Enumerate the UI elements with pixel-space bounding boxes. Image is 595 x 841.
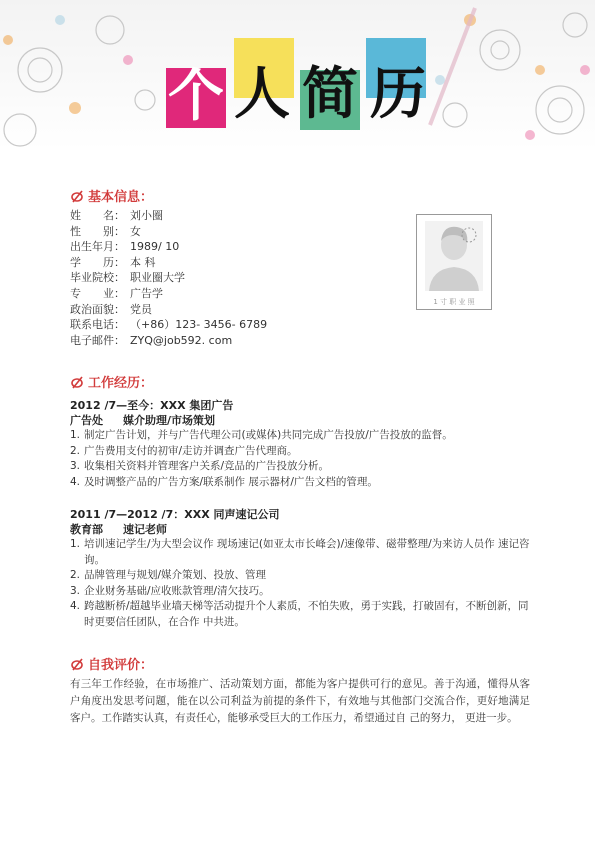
photo-caption: 1 寸 职 业 照 xyxy=(433,298,475,306)
title-char-1: 个 xyxy=(168,63,224,129)
info-row-phone xyxy=(70,317,267,333)
info-row-email xyxy=(70,333,267,349)
info-label: 学 历： xyxy=(70,255,125,269)
job-1-role xyxy=(70,412,215,428)
list-item: 1. 制定广告计划，并与广告代理公司(或媒体)共同完成广告投放/广告投放的监督。 xyxy=(70,428,530,444)
info-row-name xyxy=(70,208,267,224)
profile-photo xyxy=(416,214,492,310)
avatar-placeholder-icon xyxy=(417,215,491,295)
duty-text: 培训速记学生/为大型会议作 现场速记(如亚太市长峰会)/速像带、磁带整理/为来访人员作 速记咨询。 xyxy=(84,538,530,566)
title-char-2: 人 xyxy=(234,61,290,127)
info-label: 政治面貌： xyxy=(70,302,125,316)
info-row-education xyxy=(70,255,267,271)
list-item: 2. 品牌管理与规划/媒介策划、投放、管理 xyxy=(70,568,530,584)
job-1-duties xyxy=(70,428,530,490)
info-value: 1989/ 10 xyxy=(130,240,180,254)
basic-info-list xyxy=(70,208,267,348)
info-value: （+86）123- 3456- 6789 xyxy=(130,318,268,332)
title-char-3: 简 xyxy=(302,61,358,127)
info-label: 姓 名： xyxy=(70,209,125,222)
info-value: 女 xyxy=(130,224,141,238)
section-title-label: 工作经历： xyxy=(88,376,154,391)
info-label: 联系电话： xyxy=(70,318,125,332)
job-2-duties xyxy=(70,537,530,630)
title-char-4: 历 xyxy=(370,61,426,127)
info-value: ZYQ@job592. com xyxy=(130,333,233,347)
section-title-basic-info xyxy=(70,186,153,205)
list-item: 4. 跨越断桥/超越毕业墙天梯等活动提升个人素质，不怕失败，勇于实践，打破固有，不断创新，同时更要信任团队，在合作 中共进。 xyxy=(70,599,530,630)
info-value: 本 科 xyxy=(130,255,156,269)
job-position: 速记老师 xyxy=(123,523,167,536)
info-value: 刘小圈 xyxy=(130,209,163,222)
job-2-role xyxy=(70,521,167,537)
duty-text: 广告费用支付的初审/走访并调查广告代理商。 xyxy=(84,444,298,457)
list-item: 2. 广告费用支付的初审/走访并调查广告代理商。 xyxy=(70,444,530,460)
info-label: 毕业院校： xyxy=(70,271,125,285)
duty-text: 企业财务基础/应收账款管理/清欠技巧。 xyxy=(84,584,270,597)
info-label: 性 别： xyxy=(70,224,125,238)
list-item: 4. 及时调整产品的广告方案/联系制作 展示器材/广告文档的管理。 xyxy=(70,475,530,491)
section-title-self-eval xyxy=(70,654,153,673)
info-row-birth xyxy=(70,239,267,255)
section-marker-icon xyxy=(70,375,84,389)
job-department: 广告处 xyxy=(70,414,103,427)
info-label: 专 业： xyxy=(70,286,125,300)
job-department: 教育部 xyxy=(70,523,103,536)
info-row-political xyxy=(70,302,267,318)
job-1-header: 2012 /7—至今：XXX 集团广告 xyxy=(70,399,234,412)
duty-text: 跨越断桥/超越毕业墙天梯等活动提升个人素质，不怕失败，勇于实践，打破固有，不断创新，同时更要信任团队，在合作 中共进。 xyxy=(84,600,529,628)
section-marker-icon xyxy=(70,657,84,671)
duty-text: 收集相关资料并管理客户关系/竞品的广告投放分析。 xyxy=(84,460,330,472)
section-marker-icon xyxy=(70,189,84,203)
self-eval-text: 有三年工作经验，在市场推广、活动策划方面，都能为客户提供可行的意见。善于沟通，懂得从客户角度出发思考问题，能在以公司利益为前提的条件下，有效地与其他部门交流合作，更好地满足客户。工作踏实认真，有责任心，能够承受巨大的工作压力，希望通过自 己的努力， 更进一步。 xyxy=(70,678,530,724)
info-label: 出生年月： xyxy=(70,240,125,254)
duty-text: 品牌管理与规划/媒介策划、投放、管理 xyxy=(84,569,267,581)
info-value: 职业圈大学 xyxy=(130,271,185,285)
list-item: 1. 培训速记学生/为大型会议作 现场速记(如亚太市长峰会)/速像带、磁带整理/为来访人员作 速记咨询。 xyxy=(70,537,530,568)
info-row-gender xyxy=(70,224,267,240)
section-title-work xyxy=(70,372,153,391)
job-position: 媒介助理/市场策划 xyxy=(123,414,216,427)
section-title-label: 自我评价： xyxy=(88,658,154,673)
info-row-school xyxy=(70,270,267,286)
duty-text: 及时调整产品的广告方案/联系制作 展示器材/广告文档的管理。 xyxy=(84,475,378,488)
info-value: 党员 xyxy=(130,302,152,316)
info-label: 电子邮件： xyxy=(70,333,125,347)
info-row-major xyxy=(70,286,267,302)
section-title-label: 基本信息： xyxy=(88,190,154,205)
list-item: 3. 企业财务基础/应收账款管理/清欠技巧。 xyxy=(70,584,530,600)
list-item: 3. 收集相关资料并管理客户关系/竞品的广告投放分析。 xyxy=(70,459,530,475)
info-value: 广告学 xyxy=(130,286,163,300)
duty-text: 制定广告计划，并与广告代理公司(或媒体)共同完成广告投放/广告投放的监督。 xyxy=(84,429,453,441)
resume-title xyxy=(166,38,436,133)
job-2-header: 2011 /7—2012 /7：XXX 同声速记公司 xyxy=(70,508,280,521)
